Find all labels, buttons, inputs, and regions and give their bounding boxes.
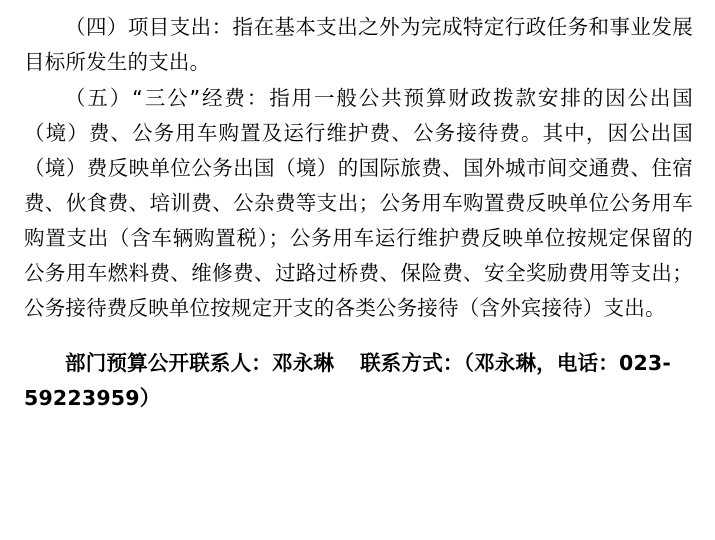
- contact-line: [24, 346, 693, 416]
- contact-method-name: 邓永琳: [474, 351, 537, 375]
- contact-name: 邓永琳: [272, 351, 335, 375]
- contact-phone: 023-59223959: [24, 351, 672, 410]
- contact-method-label: 联系方式：（: [360, 351, 475, 375]
- paragraph-item-5: （五）“三公”经费：指用一般公共预算财政拨款安排的因公出国（境）费、公务用车购置及运行维护费、公务接待费。其中，因公出国（境）费反映单位公务出国（境）的国际旅费、国外城市间交通费、住宿费、伙食费、培训费、公杂费等支出；公务用车购置费反映单位公务用车购置支出（含车辆购置税）；公务用车运行维护费反映单位按规定保留的公务用车燃料费、维修费、过路过桥费、保险费、安全奖励费用等支出；公务接待费反映单位按规定开支的各类公务接待（含外宾接待）支出。: [24, 86, 693, 320]
- contact-closing: ）: [139, 386, 161, 410]
- contact-phone-label: ，电话：: [536, 351, 619, 375]
- contact-label: 部门预算公开联系人：: [65, 351, 272, 375]
- paragraph-item-4: （四）项目支出：指在基本支出之外为完成特定行政任务和事业发展目标所发生的支出。: [24, 15, 693, 74]
